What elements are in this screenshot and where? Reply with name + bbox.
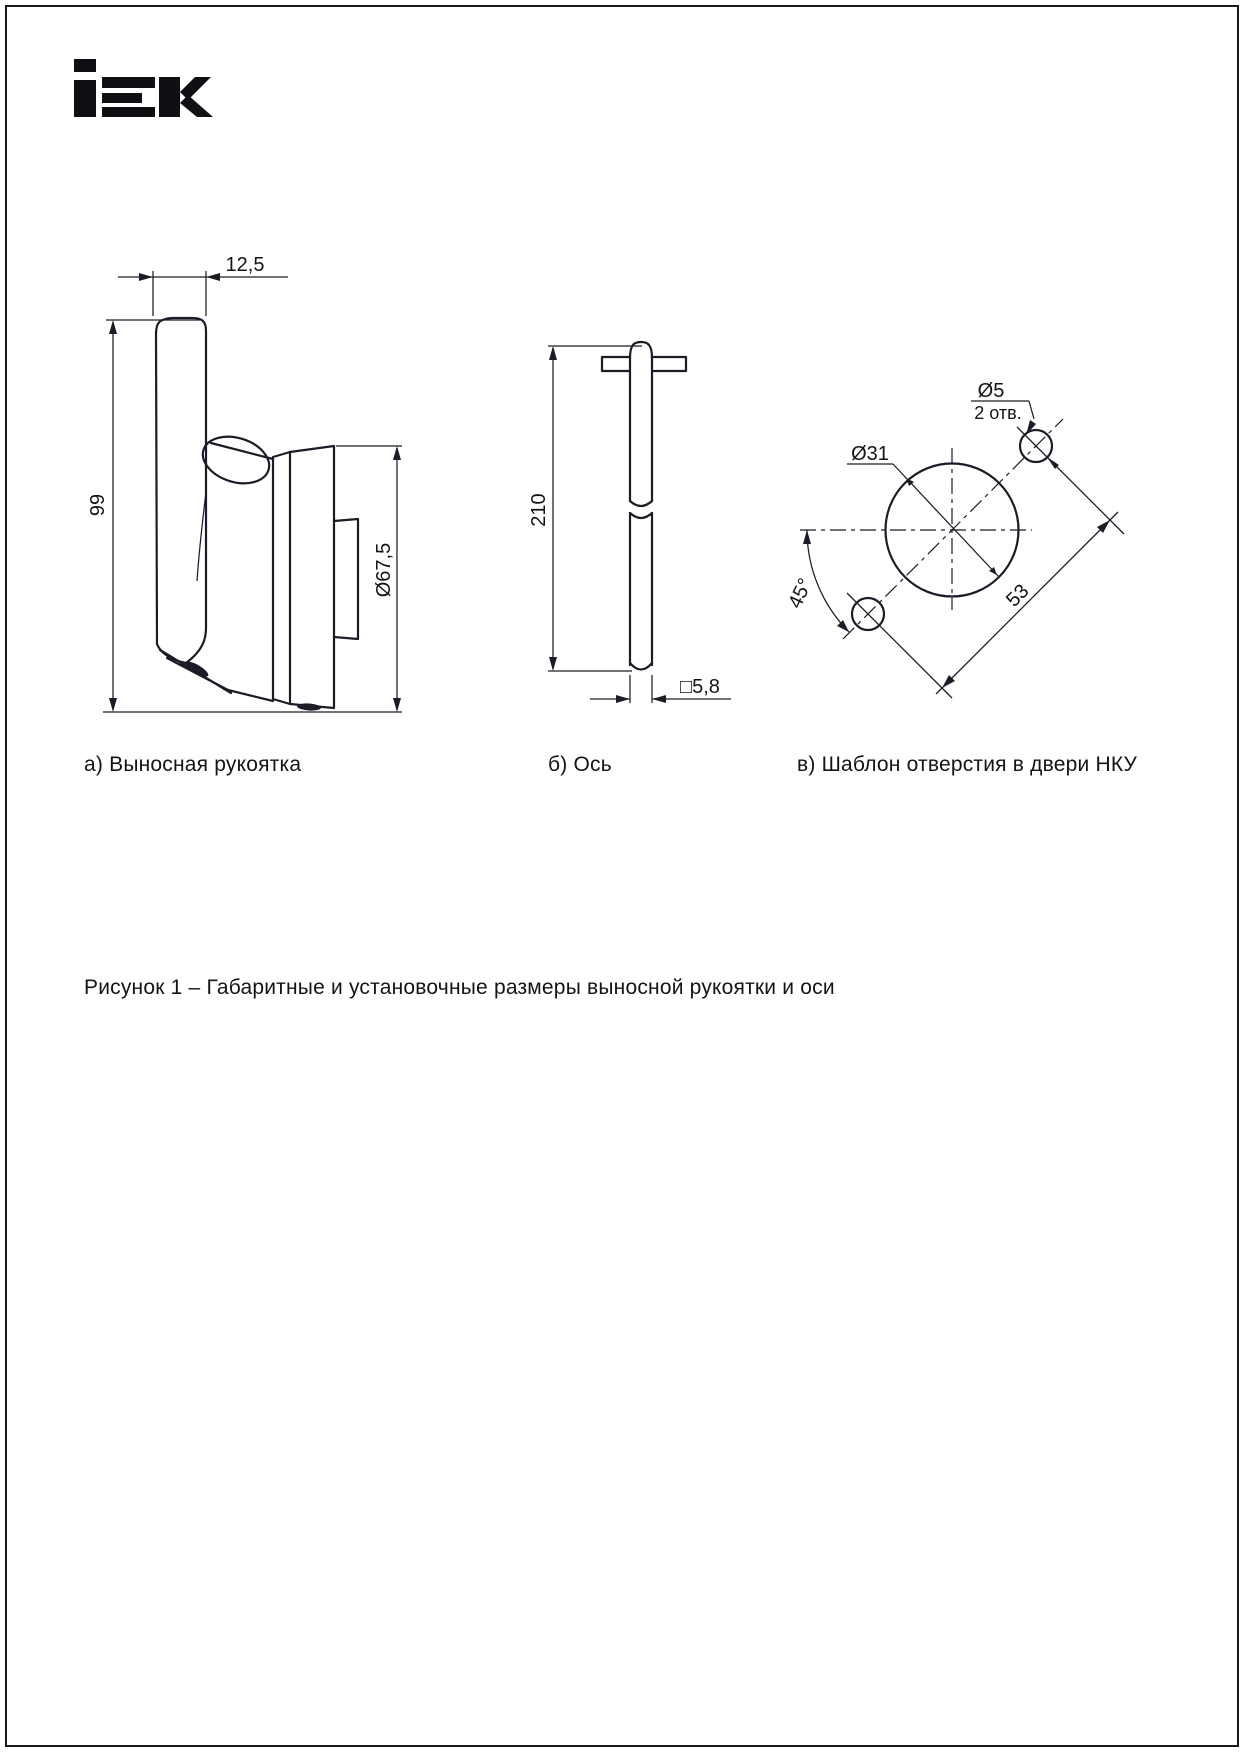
shaft-bottom-arc (630, 663, 652, 670)
dim-label-5: Ø5 (977, 380, 1005, 402)
shaft-break-lines (630, 501, 652, 518)
angle-45-arc (807, 530, 849, 632)
template-drawing (784, 380, 1124, 698)
handle-flange (273, 452, 290, 704)
caption-shaft: б) Ось (548, 753, 612, 776)
handle-inner-contour (197, 492, 206, 581)
handle-drawing (87, 254, 402, 712)
dim-label-31: Ø31 (851, 443, 889, 465)
dim-label-210: 210 (528, 493, 550, 527)
handle-finger-recess (197, 429, 275, 491)
dim-label-2-holes: 2 отв. (974, 403, 1022, 423)
dim-label-99: 99 (87, 493, 109, 517)
caption-template: в) Шаблон отверстия в двери НКУ (797, 753, 1138, 776)
caption-handle: а) Выносная рукоятка (84, 753, 302, 776)
handle-grip-outline (156, 318, 206, 663)
shaft-cross-pin (602, 357, 686, 371)
dim-label-5-8: □5,8 (680, 676, 720, 698)
dim-label-12-5: 12,5 (225, 254, 265, 276)
dim-label-67-5: Ø67,5 (373, 542, 395, 598)
handle-base-body (290, 446, 334, 708)
shaft-top-dome (630, 342, 652, 358)
figure-caption: Рисунок 1 – Габаритные и установочные размеры выносной рукоятки и оси (84, 976, 835, 999)
shaft-lower-edges (630, 513, 652, 665)
shaft-drawing (528, 342, 731, 703)
shaft-upper-edges (630, 356, 652, 501)
dim-label-53: 53 (1002, 580, 1034, 612)
handle-shaft-boss (334, 519, 358, 639)
handle-cone-bottom (224, 689, 273, 701)
dim-label-45: 45° (784, 575, 817, 612)
